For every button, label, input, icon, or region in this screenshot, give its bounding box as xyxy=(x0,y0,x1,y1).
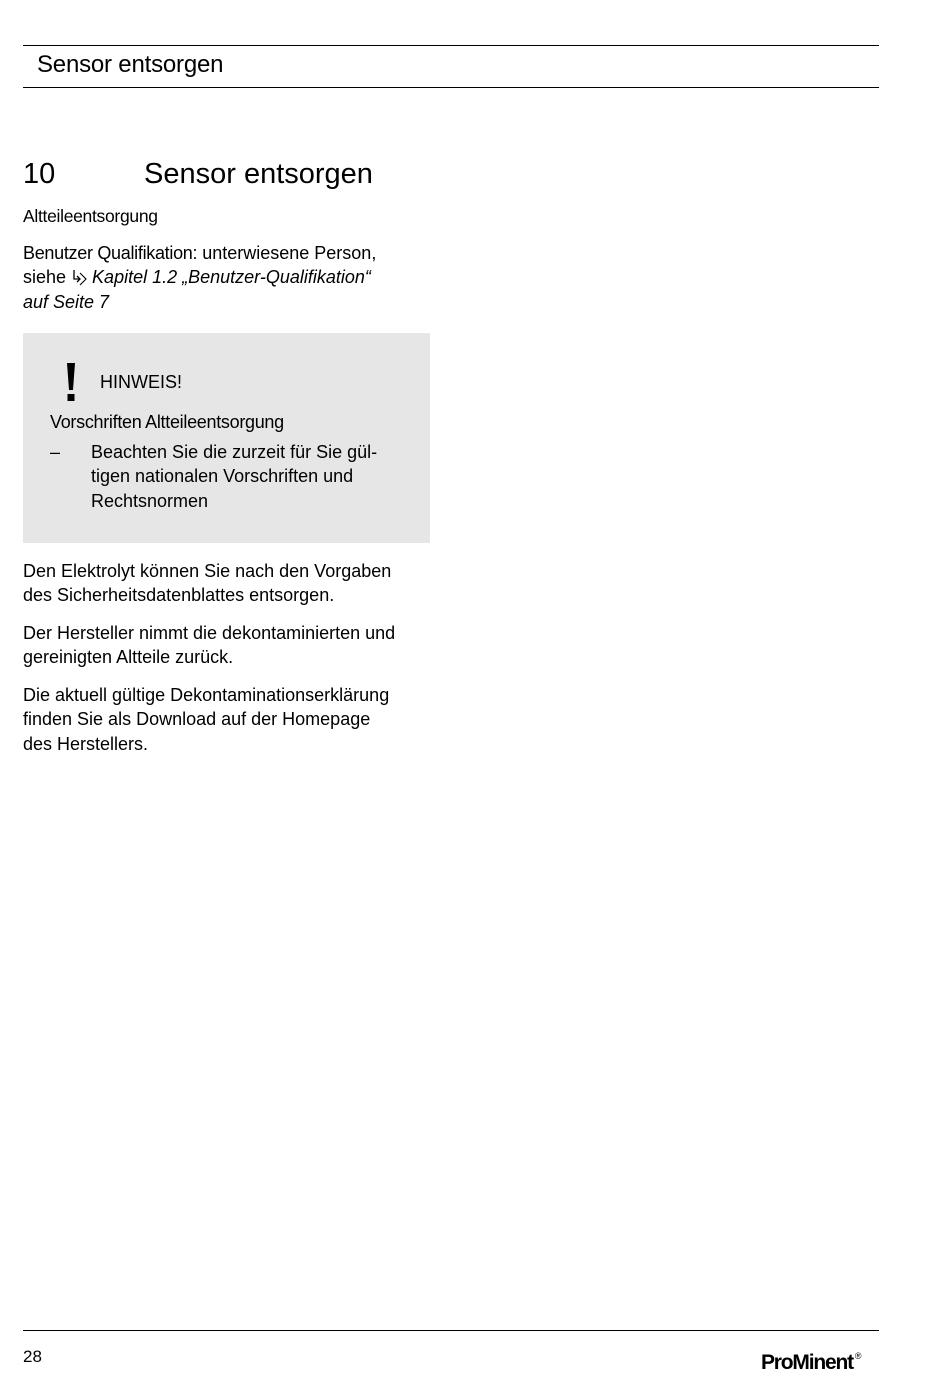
paragraph-line: Den Elektrolyt können Sie nach den Vorgaben xyxy=(23,561,392,581)
notice-list-item xyxy=(91,440,411,513)
header-bottom-rule xyxy=(23,87,879,88)
chapter-reference-link[interactable]: Kapitel 1.2 „Benutzer-Qualifikation“ xyxy=(92,267,371,288)
chapter-title: Sensor entsorgen xyxy=(144,158,373,190)
logo-text: ProMinent xyxy=(761,1351,853,1374)
link-arrow-icon xyxy=(71,268,89,286)
footer-rule xyxy=(23,1330,879,1331)
qualification-label: Benutzer Qualifikation: xyxy=(23,243,198,263)
page-number: 28 xyxy=(23,1347,42,1366)
section-heading: Altteileentsorgung xyxy=(23,206,158,226)
header-top-rule xyxy=(23,45,879,46)
notice-signal-word: HINWEIS! xyxy=(100,372,183,392)
qualification-text: unterwiesene Person, xyxy=(202,243,377,263)
qualification-see: siehe xyxy=(23,267,67,288)
notice-item-line: tigen nationalen Vorschriften und xyxy=(91,466,354,487)
notice-item-line: Beachten Sie die zurzeit für Sie gül- xyxy=(91,442,378,462)
registered-mark: ® xyxy=(854,1351,862,1361)
paragraph-line: Die aktuell gültige Dekontaminationserklärung xyxy=(23,685,390,705)
paragraph-line: des Sicherheitsdatenblattes entsorgen. xyxy=(23,585,335,606)
notice-item-line: Rechtsnormen xyxy=(91,490,209,511)
list-bullet: – xyxy=(50,442,61,462)
paragraph-line: gereinigten Altteile zurück. xyxy=(23,647,234,668)
notice-title: Vorschriften Altteileentsorgung xyxy=(50,412,284,432)
user-qualification xyxy=(23,241,423,314)
paragraph-line: des Herstellers. xyxy=(23,733,149,754)
chapter-number: 10 xyxy=(23,158,56,190)
paragraph-decontamination xyxy=(23,683,433,756)
qualification-line-1 xyxy=(23,241,423,265)
running-header-title: Sensor entsorgen xyxy=(37,51,224,78)
notice-box xyxy=(23,333,430,543)
qualification-line-2 xyxy=(23,265,423,289)
chapter-heading xyxy=(23,156,373,192)
paragraph-line: Der Hersteller nimmt die dekontaminierten und xyxy=(23,623,396,643)
prominent-logo xyxy=(761,1343,862,1376)
exclamation-icon xyxy=(64,362,78,404)
paragraph-electrolyte xyxy=(23,559,433,608)
paragraph-manufacturer-return xyxy=(23,621,433,670)
page-reference-link[interactable]: auf Seite 7 xyxy=(23,291,110,312)
paragraph-line: finden Sie als Download auf der Homepage xyxy=(23,709,371,730)
